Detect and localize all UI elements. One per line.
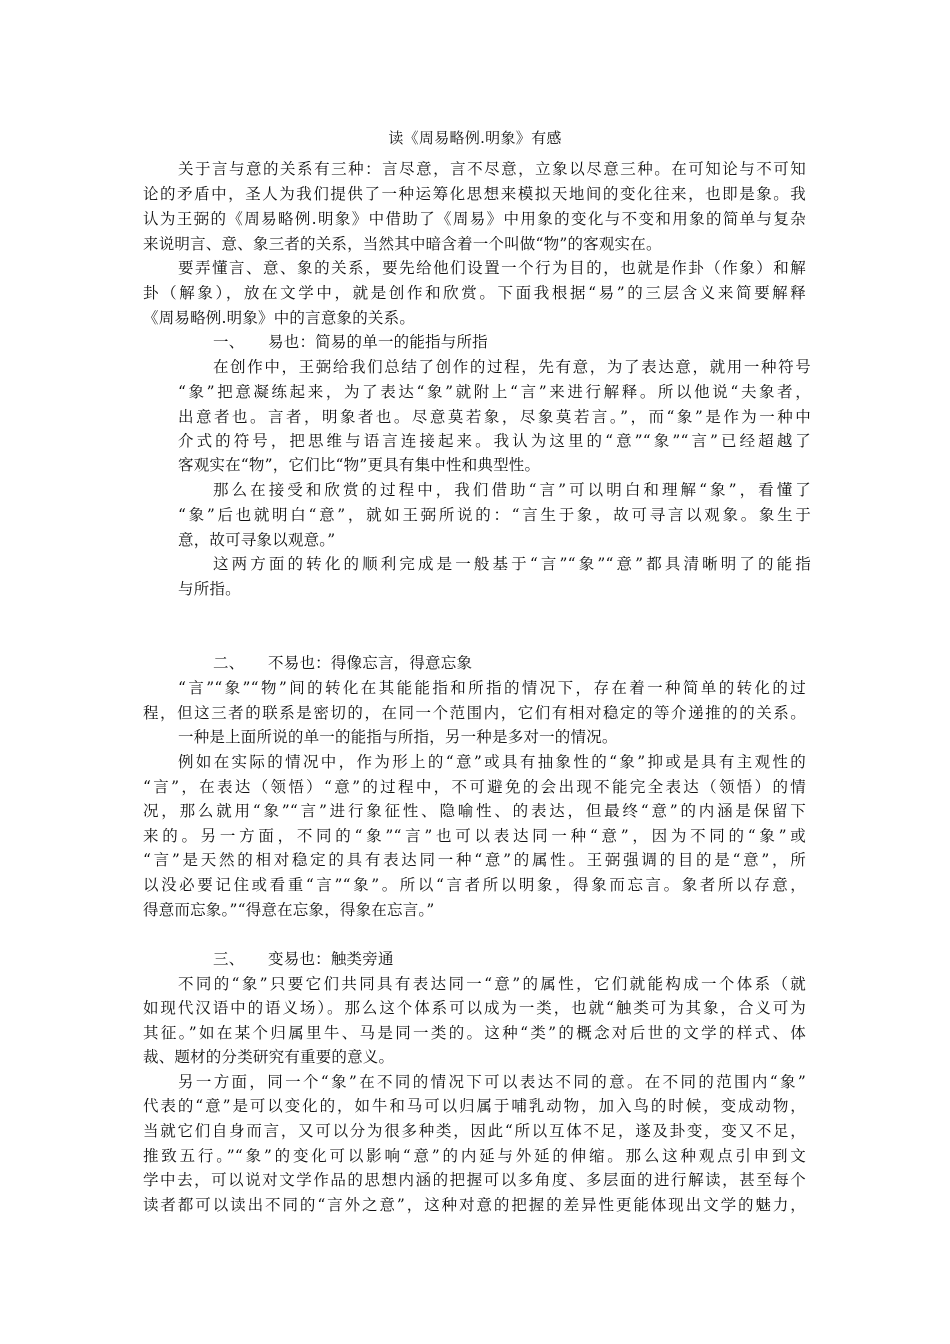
body-line: 一、 易也：简易的单一的能指与所指 — [213, 333, 488, 351]
body-line: “象”把意凝练起来，为了表达“象”就附上“言”来进行解释。所以他说“夫象者， — [178, 383, 811, 401]
body-line: 卦（解象），放在文学中，就是创作和欣赏。下面我根据“易”的三层含义来简要解释 — [143, 284, 806, 302]
body-line: 一种是上面所说的单一的能指与所指，另一种是多对一的情况。 — [178, 728, 618, 746]
body-line: 不同的“象”只要它们共同具有表达同一“意”的属性，它们就能构成一个体系（就 — [178, 975, 806, 993]
body-line: 推致五行。”“象”的变化可以影响“意”的内延与外延的伸缩。那么这种观点引申到文 — [143, 1147, 806, 1165]
body-line: 代表的“意”是可以变化的，如牛和马可以归属于哺乳动物，加入鸟的时候，变成动物， — [143, 1097, 806, 1115]
body-line: 来说明言、意、象三者的关系，当然其中暗含着一个叫做“物”的客观实在。 — [143, 235, 662, 253]
body-line: 裁、题材的分类研究有重要的意义。 — [143, 1048, 395, 1066]
body-line: 另一方面，同一个“象”在不同的情况下可以表达不同的意。在不同的范围内“象” — [178, 1073, 806, 1091]
document-title: 读《周易略例.明象》有感 — [388, 129, 562, 147]
body-line: 那么在接受和欣赏的过程中，我们借助“言”可以明白和理解“象”，看懂了 — [213, 481, 811, 499]
body-line: 介式的符号，把思维与语言连接起来。我认为这里的“意”“象”“言”已经超越了 — [178, 432, 811, 450]
body-line: 客观实在“物”，它们比“物”更具有集中性和典型性。 — [178, 456, 541, 474]
body-line: 要弄懂言、意、象的关系，要先给他们设置一个行为目的，也就是作卦（作象）和解 — [178, 259, 806, 277]
body-line: 二、 不易也：得像忘言，得意忘象 — [213, 654, 473, 672]
body-line: 关于言与意的关系有三种：言尽意，言不尽意，立象以尽意三种。在可知论与不可知 — [178, 160, 806, 178]
body-line: 程，但这三者的联系是密切的，在同一个范围内，它们有相对稳定的等介递推的的关系。 — [143, 704, 806, 722]
body-line: 三、 变易也：触类旁通 — [213, 950, 394, 968]
body-line: “言”，在表达（领悟）“意”的过程中，不可避免的会出现不能完全表达（领悟）的情 — [143, 778, 806, 796]
body-line: 得意而忘象。”“得意在忘象，得象在忘言。” — [143, 901, 435, 919]
body-line: 来的。另一方面，不同的“象”“言”也可以表达同一种“意”，因为不同的“象”或 — [143, 827, 806, 845]
body-line: 读者都可以读出不同的“言外之意”，这种对意的把握的差异性更能体现出文学的魅力， — [143, 1196, 806, 1214]
body-line: 例如在实际的情况中，作为形上的“意”或具有抽象性的“象”抑或是具有主观性的 — [178, 753, 806, 771]
body-line: 认为王弼的《周易略例.明象》中借助了《周易》中用象的变化与不变和用象的简单与复杂 — [143, 210, 806, 228]
body-line: 论的矛盾中，圣人为我们提供了一种运筹化思想来模拟天地间的变化往来，也即是象。我 — [143, 185, 806, 203]
body-line: 况，那么就用“象”“言”进行象征性、隐喻性、的表达，但最终“意”的内涵是保留下 — [143, 802, 806, 820]
body-line: “言”“象”“物”间的转化在其能能指和所指的情况下，存在着一种简单的转化的过 — [178, 679, 806, 697]
body-line: 出意者也。言者，明象者也。尽意莫若象，尽象莫若言。”，而“象”是作为一种中 — [178, 408, 811, 426]
body-line: “象”后也就明白“意”，就如王弼所说的：“言生于象，故可寻言以观象。象生于 — [178, 506, 811, 524]
body-line: 意，故可寻象以观意。” — [178, 531, 336, 549]
body-line: 《周易略例.明象》中的言意象的关系。 — [143, 309, 416, 327]
body-line: 如现代汉语中的语义场）。那么这个体系可以成为一类，也就“触类可为其象，合义可为 — [143, 999, 806, 1017]
body-line: 其征。”如在某个归属里牛、马是同一类的。这种“类”的概念对后世的文学的样式、体 — [143, 1024, 806, 1042]
body-line: 与所指。 — [178, 580, 241, 598]
body-line: 这两方面的转化的顺利完成是一般基于“言”“象”“意”都具清晰明了的能指 — [213, 555, 811, 573]
body-line: “言”是天然的相对稳定的具有表达同一种“意”的属性。王弼强调的目的是“意”，所 — [143, 851, 806, 869]
body-line: 当就它们自身而言，又可以分为很多种类，因此“所以互体不足，遂及卦变，变又不足， — [143, 1122, 806, 1140]
body-line: 在创作中，王弼给我们总结了创作的过程，先有意，为了表达意，就用一种符号 — [213, 358, 811, 376]
body-line: 以没必要记住或看重“言”“象”。所以“言者所以明象，得象而忘言。象者所以存意， — [143, 876, 806, 894]
body-line: 学中去，可以说对文学作品的思想内涵的把握可以多角度、多层面的进行解读，甚至每个 — [143, 1171, 806, 1189]
